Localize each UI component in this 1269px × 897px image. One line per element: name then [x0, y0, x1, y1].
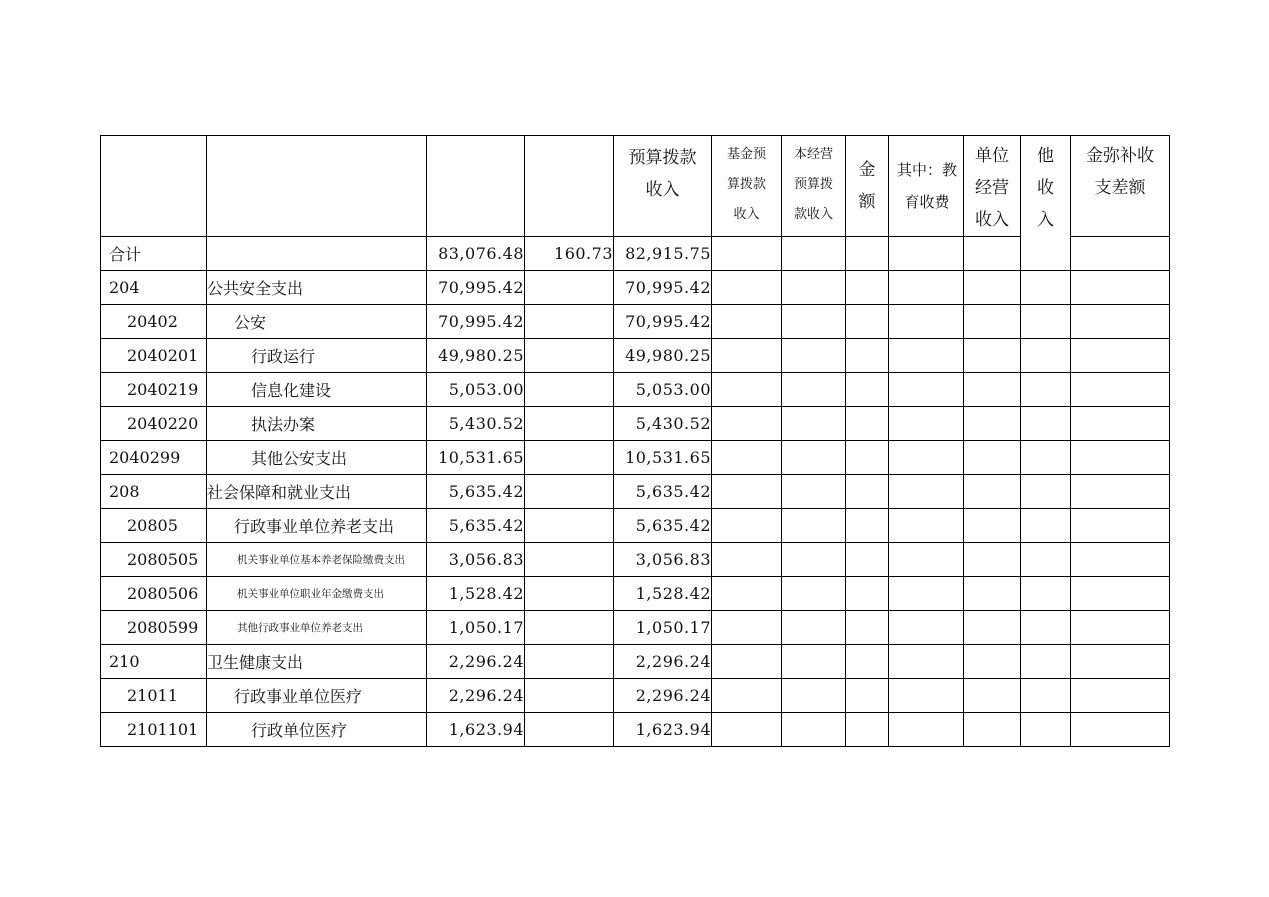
row-operating-budget [782, 237, 846, 271]
header-education-fee: 其中：教育收费 [889, 136, 964, 237]
row-operating-budget [782, 305, 846, 339]
row-budget-allocation: 82,915.75 [614, 237, 712, 271]
table-row [101, 611, 1170, 645]
row-deficit-compensation [1071, 713, 1170, 747]
row-unit-operating [964, 475, 1021, 509]
row-code: 21011 [101, 679, 207, 713]
row-budget-allocation: 2,296.24 [614, 679, 712, 713]
row-deficit-compensation [1071, 407, 1170, 441]
row-budget-allocation: 2,296.24 [614, 645, 712, 679]
header-code [101, 136, 207, 237]
row-fund-budget [712, 339, 782, 373]
row-total: 70,995.42 [427, 271, 525, 305]
row-amount [846, 713, 889, 747]
row-code: 204 [101, 271, 207, 305]
header-row [101, 136, 1170, 237]
row-code: 208 [101, 475, 207, 509]
row-total: 5,430.52 [427, 407, 525, 441]
row-total: 2,296.24 [427, 645, 525, 679]
row-amount [846, 577, 889, 611]
table-row [101, 271, 1170, 305]
row-operating-budget [782, 407, 846, 441]
row-other-income [1021, 441, 1071, 475]
row-total: 5,635.42 [427, 475, 525, 509]
table-row [101, 339, 1170, 373]
row-name: 其他公安支出 [207, 441, 427, 475]
header-other-income: 他收入 [1021, 136, 1071, 237]
row-operating-budget [782, 543, 846, 577]
row-code: 2101101 [101, 713, 207, 747]
table-row [101, 475, 1170, 509]
row-name: 公共安全支出 [207, 271, 427, 305]
row-education-fee [889, 407, 964, 441]
row-amount [846, 373, 889, 407]
table-row [101, 407, 1170, 441]
table-row [101, 441, 1170, 475]
row-other-income [1021, 271, 1071, 305]
row-total: 70,995.42 [427, 305, 525, 339]
row-budget-allocation: 70,995.42 [614, 305, 712, 339]
row-total: 3,056.83 [427, 543, 525, 577]
table-row [101, 237, 1170, 271]
row-name: 机关事业单位基本养老保险缴费支出 [207, 543, 427, 577]
row-budget-allocation: 5,053.00 [614, 373, 712, 407]
row-operating-budget [782, 441, 846, 475]
row-other-income [1021, 543, 1071, 577]
row-code: 20402 [101, 305, 207, 339]
row-education-fee [889, 475, 964, 509]
row-amount [846, 679, 889, 713]
row-other-income [1021, 237, 1071, 271]
row-unit-operating [964, 543, 1021, 577]
row-unit-operating [964, 305, 1021, 339]
row-other-income [1021, 713, 1071, 747]
table-row [101, 543, 1170, 577]
header-fund-budget-allocation-income: 基金预算拨款收入 [712, 136, 782, 237]
row-code: 2040219 [101, 373, 207, 407]
row-unit-operating [964, 407, 1021, 441]
row-name: 公安 [207, 305, 427, 339]
row-deficit-compensation [1071, 645, 1170, 679]
row-operating-budget [782, 713, 846, 747]
row-fund-budget [712, 407, 782, 441]
row-amount [846, 305, 889, 339]
row-col2 [525, 373, 614, 407]
row-col2 [525, 509, 614, 543]
row-fund-budget [712, 271, 782, 305]
row-name: 行政事业单位医疗 [207, 679, 427, 713]
header-col2 [525, 136, 614, 237]
table-row [101, 713, 1170, 747]
row-other-income [1021, 305, 1071, 339]
row-name: 其他行政事业单位养老支出 [207, 611, 427, 645]
row-education-fee [889, 611, 964, 645]
row-unit-operating [964, 373, 1021, 407]
row-deficit-compensation [1071, 543, 1170, 577]
row-operating-budget [782, 611, 846, 645]
row-deficit-compensation [1071, 509, 1170, 543]
table-row [101, 645, 1170, 679]
row-education-fee [889, 237, 964, 271]
row-total: 1,050.17 [427, 611, 525, 645]
row-name: 执法办案 [207, 407, 427, 441]
header-operating-budget-allocation-income: 本经营预算拨款收入 [782, 136, 846, 237]
table-body [101, 136, 1170, 747]
row-unit-operating [964, 237, 1021, 271]
table-row [101, 373, 1170, 407]
row-col2 [525, 611, 614, 645]
row-fund-budget [712, 679, 782, 713]
row-name: 行政事业单位养老支出 [207, 509, 427, 543]
row-code: 2040201 [101, 339, 207, 373]
row-unit-operating [964, 645, 1021, 679]
row-col2 [525, 441, 614, 475]
row-amount [846, 543, 889, 577]
row-education-fee [889, 305, 964, 339]
row-budget-allocation: 70,995.42 [614, 271, 712, 305]
row-other-income [1021, 679, 1071, 713]
row-operating-budget [782, 645, 846, 679]
row-fund-budget [712, 509, 782, 543]
row-deficit-compensation [1071, 339, 1170, 373]
row-other-income [1021, 339, 1071, 373]
row-fund-budget [712, 475, 782, 509]
row-amount [846, 509, 889, 543]
row-total: 1,623.94 [427, 713, 525, 747]
row-name: 机关事业单位职业年金缴费支出 [207, 577, 427, 611]
row-total: 5,635.42 [427, 509, 525, 543]
row-total: 1,528.42 [427, 577, 525, 611]
row-education-fee [889, 339, 964, 373]
row-code: 210 [101, 645, 207, 679]
row-other-income [1021, 407, 1071, 441]
row-amount [846, 475, 889, 509]
row-col2 [525, 305, 614, 339]
row-amount [846, 407, 889, 441]
row-unit-operating [964, 509, 1021, 543]
row-budget-allocation: 1,528.42 [614, 577, 712, 611]
row-budget-allocation: 5,430.52 [614, 407, 712, 441]
row-operating-budget [782, 475, 846, 509]
row-code: 2040299 [101, 441, 207, 475]
row-name: 行政运行 [207, 339, 427, 373]
row-deficit-compensation [1071, 271, 1170, 305]
row-fund-budget [712, 237, 782, 271]
row-education-fee [889, 441, 964, 475]
row-amount [846, 339, 889, 373]
row-col2 [525, 475, 614, 509]
row-unit-operating [964, 339, 1021, 373]
row-amount [846, 271, 889, 305]
row-budget-allocation: 5,635.42 [614, 475, 712, 509]
row-deficit-compensation [1071, 611, 1170, 645]
row-deficit-compensation [1071, 475, 1170, 509]
row-col2: 160.73 [525, 237, 614, 271]
row-name: 行政单位医疗 [207, 713, 427, 747]
row-name: 信息化建设 [207, 373, 427, 407]
row-amount [846, 441, 889, 475]
row-col2 [525, 577, 614, 611]
row-education-fee [889, 679, 964, 713]
row-col2 [525, 645, 614, 679]
row-operating-budget [782, 509, 846, 543]
header-total [427, 136, 525, 237]
row-unit-operating [964, 679, 1021, 713]
row-fund-budget [712, 305, 782, 339]
row-col2 [525, 271, 614, 305]
row-total: 10,531.65 [427, 441, 525, 475]
row-budget-allocation: 3,056.83 [614, 543, 712, 577]
row-unit-operating [964, 441, 1021, 475]
row-col2 [525, 543, 614, 577]
row-education-fee [889, 713, 964, 747]
header-deficit-compensation: 金弥补收支差额 [1071, 136, 1170, 237]
row-education-fee [889, 577, 964, 611]
row-operating-budget [782, 339, 846, 373]
row-deficit-compensation [1071, 237, 1170, 271]
header-unit-operating-income: 单位经营收入 [964, 136, 1021, 237]
row-code: 2080599 [101, 611, 207, 645]
row-education-fee [889, 373, 964, 407]
budget-expenditure-table [100, 135, 1170, 747]
row-budget-allocation: 1,623.94 [614, 713, 712, 747]
row-deficit-compensation [1071, 305, 1170, 339]
row-col2 [525, 679, 614, 713]
row-amount [846, 645, 889, 679]
row-code: 20805 [101, 509, 207, 543]
table-row [101, 305, 1170, 339]
row-fund-budget [712, 577, 782, 611]
row-unit-operating [964, 577, 1021, 611]
row-operating-budget [782, 577, 846, 611]
row-total: 5,053.00 [427, 373, 525, 407]
row-fund-budget [712, 441, 782, 475]
row-col2 [525, 407, 614, 441]
row-other-income [1021, 577, 1071, 611]
table-row [101, 509, 1170, 543]
row-operating-budget [782, 373, 846, 407]
row-fund-budget [712, 645, 782, 679]
row-budget-allocation: 5,635.42 [614, 509, 712, 543]
header-amount: 金额 [846, 136, 889, 237]
header-name [207, 136, 427, 237]
row-name: 卫生健康支出 [207, 645, 427, 679]
row-operating-budget [782, 271, 846, 305]
row-budget-allocation: 49,980.25 [614, 339, 712, 373]
row-amount [846, 611, 889, 645]
row-col2 [525, 713, 614, 747]
row-education-fee [889, 509, 964, 543]
row-fund-budget [712, 611, 782, 645]
row-code: 2040220 [101, 407, 207, 441]
row-other-income [1021, 373, 1071, 407]
row-deficit-compensation [1071, 441, 1170, 475]
row-unit-operating [964, 713, 1021, 747]
row-total: 2,296.24 [427, 679, 525, 713]
row-amount [846, 237, 889, 271]
row-deficit-compensation [1071, 679, 1170, 713]
row-name [207, 237, 427, 271]
row-fund-budget [712, 373, 782, 407]
row-education-fee [889, 543, 964, 577]
row-unit-operating [964, 611, 1021, 645]
row-deficit-compensation [1071, 577, 1170, 611]
row-fund-budget [712, 543, 782, 577]
row-unit-operating [964, 271, 1021, 305]
row-code: 合计 [101, 237, 207, 271]
row-fund-budget [712, 713, 782, 747]
row-other-income [1021, 611, 1071, 645]
row-name: 社会保障和就业支出 [207, 475, 427, 509]
row-education-fee [889, 271, 964, 305]
table-row [101, 679, 1170, 713]
row-budget-allocation: 1,050.17 [614, 611, 712, 645]
row-other-income [1021, 645, 1071, 679]
row-operating-budget [782, 679, 846, 713]
row-other-income [1021, 509, 1071, 543]
row-total: 49,980.25 [427, 339, 525, 373]
row-code: 2080505 [101, 543, 207, 577]
row-other-income [1021, 475, 1071, 509]
table-row [101, 577, 1170, 611]
row-total: 83,076.48 [427, 237, 525, 271]
row-budget-allocation: 10,531.65 [614, 441, 712, 475]
row-education-fee [889, 645, 964, 679]
row-deficit-compensation [1071, 373, 1170, 407]
header-budget-allocation-income: 预算拨款收入 [614, 136, 712, 237]
row-col2 [525, 339, 614, 373]
row-code: 2080506 [101, 577, 207, 611]
